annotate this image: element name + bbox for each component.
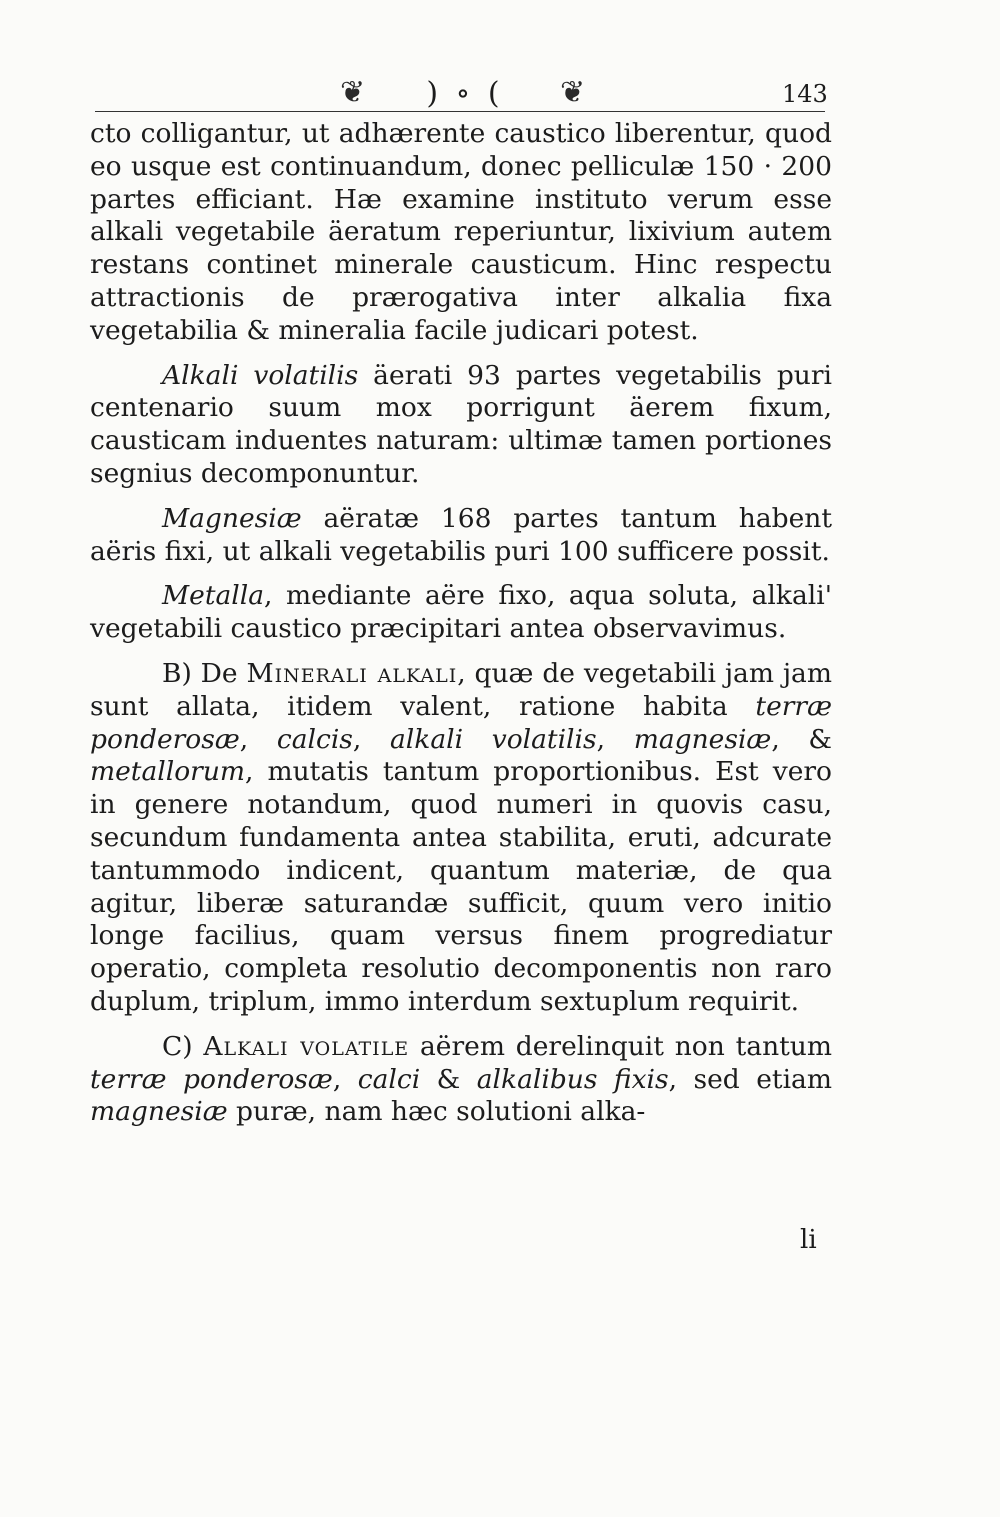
p6-italic-1: terræ ponderosæ	[90, 1063, 333, 1095]
p5-italic-1: terræ ponderosæ	[90, 690, 832, 755]
p5-text-6: , &	[771, 723, 833, 755]
paragraph-2-lead: Alkali volatilis	[162, 359, 359, 391]
p5-text-7: , mutatis tantum proportionibus. Est vero in genere notandum, quod numeri in quovis casu, secundum fundamenta antea stabilita, eruti, adcurate tantummodo indicent, quantum materiæ, de qua agitur, liberæ saturandæ sufficit, quum vero initio longe facilius, quam versus finem progrediatur operatio, completa resolutio decomponentis non raro duplum, triplum, immo interdum sextuplum requirit.	[90, 756, 832, 1017]
p5-italic-4: magnesiæ	[633, 723, 772, 755]
paragraph-2	[90, 360, 832, 491]
p5-text-1: B) De	[162, 657, 247, 689]
p5-italic-5: metallorum	[90, 756, 246, 788]
p5-text-5: ,	[596, 723, 634, 755]
p5-italic-2: calcis	[276, 723, 353, 755]
paragraph-3-lead: Magnesiæ	[162, 502, 302, 534]
p5-text-2: , quæ de vegetabili jam jam sunt allata, itidem valent, ratione habita	[90, 657, 832, 722]
running-head: ) ∘ (	[426, 76, 504, 111]
p6-text-4: &	[420, 1063, 477, 1095]
p5-text-4: ,	[352, 723, 390, 755]
paragraph-3-text: aëratæ 168 partes tantum habent aëris fixi, ut alkali vegetabilis puri 100 sufficere possit.	[90, 502, 832, 567]
left-fleuron-icon: ❦	[340, 75, 366, 110]
p5-smallcaps-1: Minerali alkali	[246, 657, 458, 689]
paragraph-4-text: , mediante aëre fixo, aqua soluta, alkali' vegetabili caustico præcipitari antea observavimus.	[90, 580, 832, 645]
paragraph-6	[90, 1031, 832, 1129]
header-rule	[95, 111, 825, 112]
p5-text-3: ,	[239, 723, 277, 755]
p6-text-3: ,	[332, 1063, 358, 1095]
paragraph-4	[90, 580, 832, 646]
p5-italic-3: alkali volatilis	[390, 723, 597, 755]
p6-text-2: aërem derelinquit non tantum	[409, 1030, 832, 1062]
p6-text-1: C)	[162, 1030, 204, 1062]
paragraph-2-text: äerati 93 partes vegetabilis puri centenario suum mox porrigunt äerem fixum, causticam induentes naturam: ultimæ tamen portiones segnius decomponuntur.	[90, 359, 832, 489]
p6-text-6: puræ, nam hæc solutioni alka-	[227, 1096, 646, 1128]
text-block	[90, 118, 832, 1141]
paragraph-3	[90, 503, 832, 569]
paragraph-1: cto colligantur, ut adhærente caustico liberentur, quod eo usque est continuandum, donec pelliculæ 150 · 200 partes efficiant. Hæ examine instituto verum esse alkali vegetabile äeratum reperiuntur, lixivium autem restans continet minerale causticum. Hinc respectu attractionis de prærogativa inter alkalia fixa vegetabilia & mineralia facile judicari potest.	[90, 118, 832, 346]
p6-smallcaps-1: Alkali volatile	[203, 1030, 410, 1062]
p6-italic-3: alkalibus fixis	[476, 1063, 669, 1095]
catchword: li	[800, 1225, 817, 1255]
p6-italic-4: magnesiæ	[90, 1096, 228, 1128]
page-number: 143	[782, 80, 828, 108]
paragraph-5	[90, 658, 832, 1019]
paragraph-4-lead: Metalla	[162, 580, 265, 612]
p6-italic-2: calci	[357, 1063, 421, 1095]
p6-text-5: , sed etiam	[668, 1063, 832, 1095]
right-fleuron-icon: ❦	[560, 75, 586, 110]
